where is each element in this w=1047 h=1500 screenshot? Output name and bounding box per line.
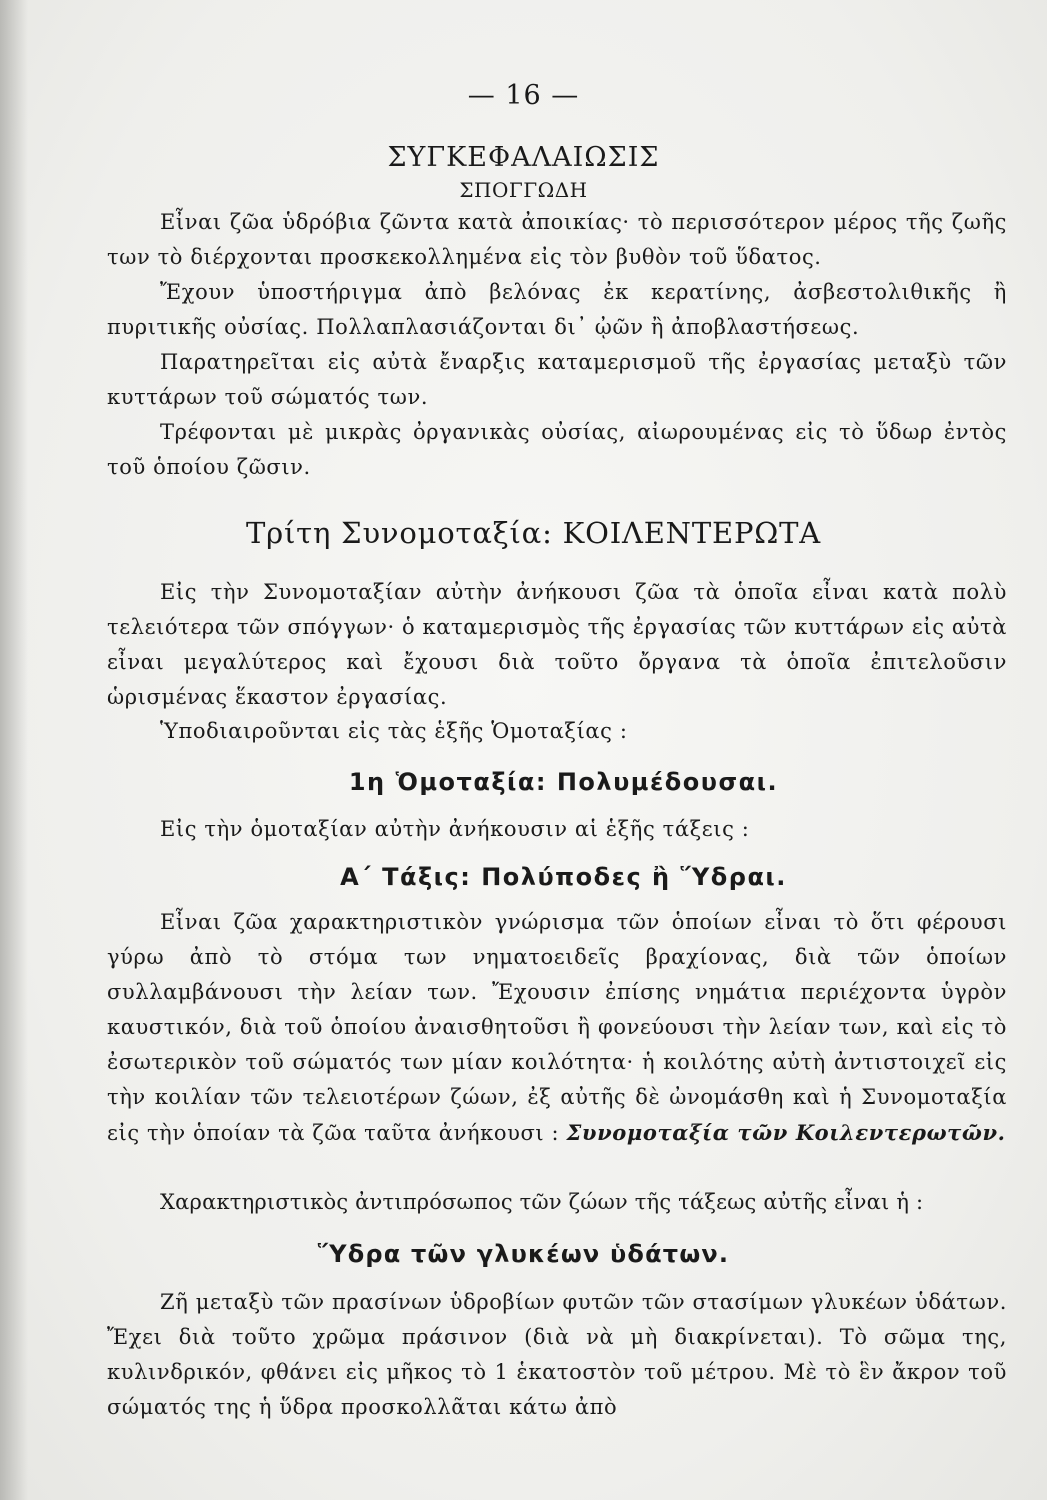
- page-number: — 16 —: [467, 80, 580, 111]
- phylum-heading-prefix: Τρίτη Συνομοταξία:: [245, 516, 553, 550]
- class-heading: 1η Ὁμοταξία: Πολυμέδουσαι.: [348, 768, 779, 796]
- summary-paragraph: Τρέφονται μὲ μικρὰς ὀργανικὰς οὐσίας, αἰωρουμένας εἰς τὸ ὕδωρ ἐντὸς τοῦ ὁποίου ζῶσιν.: [107, 420, 1007, 479]
- final-paragraph: Ζῆ μεταξὺ τῶν πρασίνων ὑδροβίων φυτῶν τῶν στασίμων γλυκέων ὑδάτων. Ἔχει διὰ τοῦτο χρῶμα πράσινον (διὰ νὰ μὴ διακρίνεται). Τὸ σῶμα της, κυλινδρικόν, φθάνει εἰς μῆκος τὸ 1 ἑκατοστὸν τοῦ μέτρου. Μὲ τὸ ἓν ἄκρον τοῦ σώματός της ἡ ὕδρα προσκολλᾶται κάτω ἀπὸ: [107, 1290, 1007, 1419]
- class-intro: Εἰς τὴν ὁμοταξίαν αὐτὴν ἀνήκουσιν αἱ ἑξῆς τάξεις :: [160, 817, 750, 841]
- representative-line: Χαρακτηριστικὸς ἀντιπρόσωπος τῶν ζώων τῆς τάξεως αὐτῆς εἶναι ἡ :: [160, 1190, 924, 1214]
- order-paragraph: [107, 905, 1007, 1151]
- phylum-paragraph: Ὑποδιαιροῦνται εἰς τὰς ἑξῆς Ὁμοταξίας :: [160, 719, 628, 743]
- phylum-heading-name: ΚΟΙΛΕΝΤΕΡΩΤΑ: [562, 516, 822, 550]
- phylum-paragraph: Εἰς τὴν Συνομοταξίαν αὐτὴν ἀνήκουσι ζῶα τὰ ὁποῖα εἶναι κατὰ πολὺ τελειότερα τῶν σπόγγων· ὁ καταμερισμὸς τῆς ἐργασίας τῶν κυττάρων εἰς αὐτὰ εἶναι μεγαλύτερος καὶ ἔχουσι διὰ τοῦτο ὄργανα τὰ ὁποῖα ἐπιτελοῦσιν ὡρισμένας ἕκαστον ἐργασίας.: [107, 580, 1007, 709]
- order-paragraph-emphasis: Συνομοταξία τῶν Κοιλεντερωτῶν.: [566, 1120, 1006, 1145]
- species-heading: Ὕδρα τῶν γλυκέων ὑδάτων.: [317, 1240, 730, 1268]
- page-edge-shadow: [0, 0, 28, 1500]
- order-paragraph-text: Εἶναι ζῶα χαρακτηριστικὸν γνώρισμα τῶν ὁποίων εἶναι τὸ ὅτι φέρουσι γύρω ἀπὸ τὸ στόμα των νηματοειδεῖς βραχίονας, διὰ τῶν ὁποίων συλλαμβάνουσι τὴν λείαν των. Ἔχουσιν ἐπίσης νημάτια περιέχοντα ὑγρὸν καυστικόν, διὰ τοῦ ὁποίου ἀναισθητοῦσι ἢ φονεύουσι τὴν λείαν των, καὶ εἰς τὸ ἐσωτερικὸν τοῦ σώματός των μίαν κοιλότητα· ἡ κοιλότης αὐτὴ ἀντιστοιχεῖ εἰς τὴν κοιλίαν τῶν τελειοτέρων ζώων, ἐξ αὐτῆς δὲ ὠνομάσθη καὶ ἡ Συνομοταξία εἰς τὴν ὁποίαν τὰ ζῶα ταῦτα ἀνήκουσι :: [107, 910, 1007, 1145]
- order-heading: Α΄ Τάξις: Πολύποδες ἢ Ὕδραι.: [340, 863, 787, 891]
- summary-title: ΣΥΓΚΕΦΑΛΑΙΩΣΙΣ: [387, 142, 660, 173]
- phylum-heading: [0, 513, 1047, 553]
- summary-paragraph: Παρατηρεῖται εἰς αὐτὰ ἔναρξις καταμερισμοῦ τῆς ἐργασίας μεταξὺ τῶν κυττάρων τοῦ σώματός των.: [107, 350, 1007, 409]
- summary-paragraph: Εἶναι ζῶα ὑδρόβια ζῶντα κατὰ ἀποικίας· τὸ περισσότερον μέρος τῆς ζωῆς των τὸ διέρχονται προσκεκολλημένα εἰς τὸν βυθὸν τοῦ ὕδατος.: [107, 210, 1007, 269]
- summary-subtitle: ΣΠΟΓΓΩΔΗ: [459, 178, 588, 202]
- summary-paragraph: Ἔχουν ὑποστήριγμα ἀπὸ βελόνας ἐκ κερατίνης, ἀσβεστολιθικῆς ἢ πυριτικῆς οὐσίας. Πολλαπλασιάζονται δι᾿ ᾠῶν ἢ ἀποβλαστήσεως.: [107, 280, 1007, 339]
